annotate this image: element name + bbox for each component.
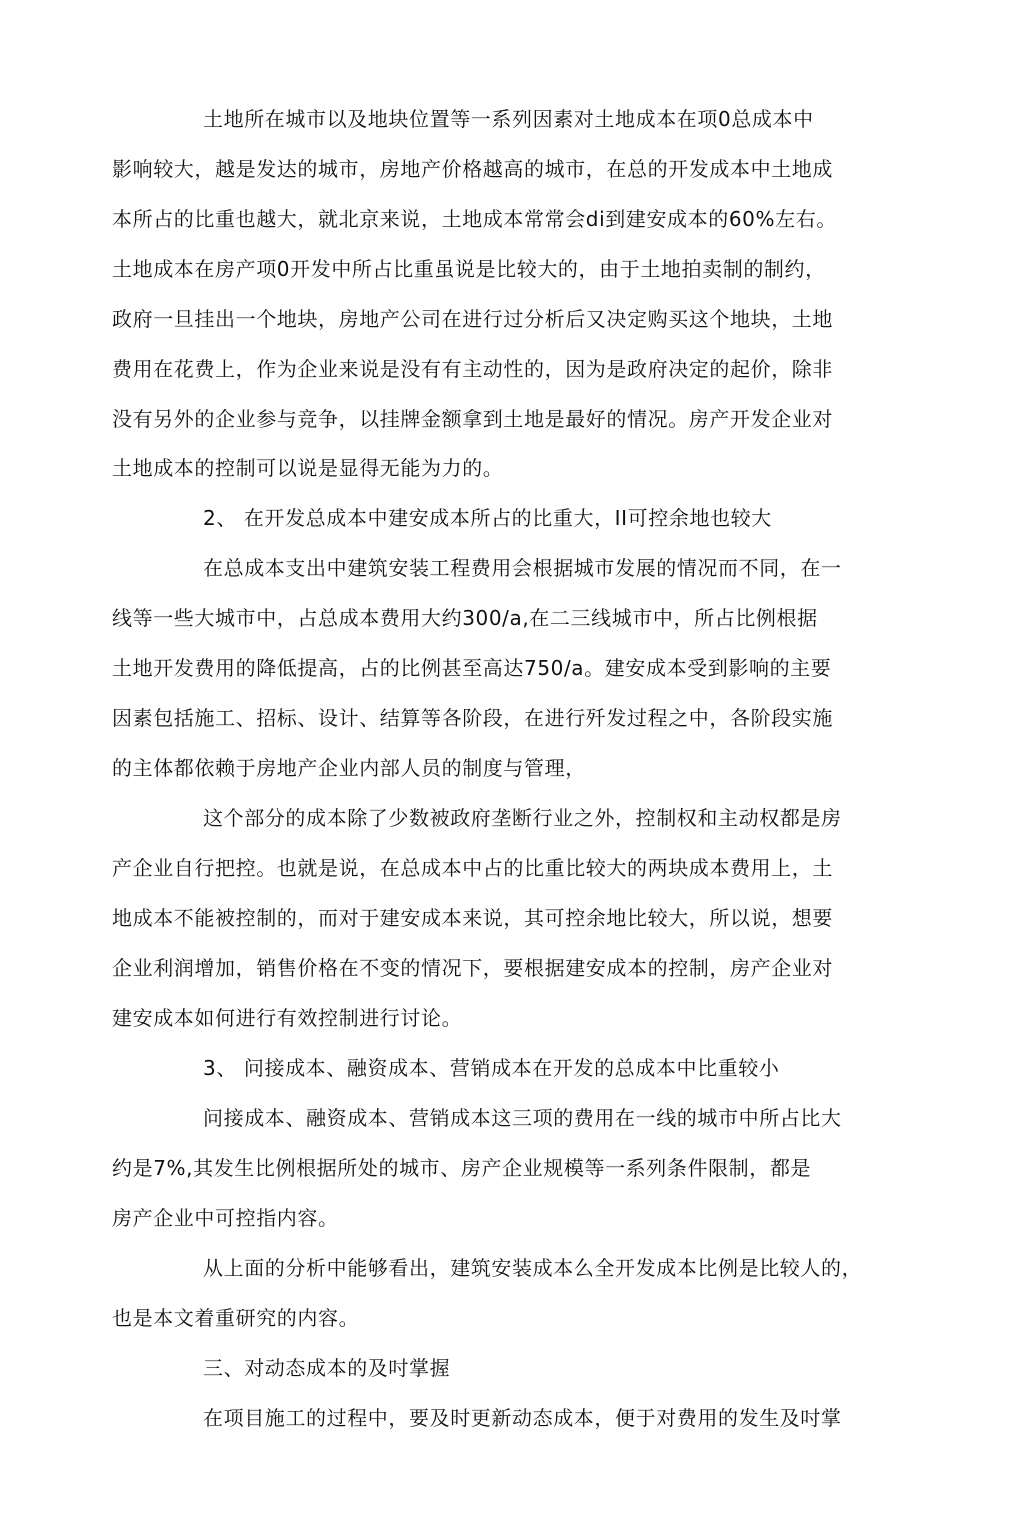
paragraph-line: 线等一些大城市中，占总成本费用大约300/a,在二三线城市中，所占比例根据 — [112, 606, 818, 630]
paragraph-line: 费用在花费上，作为企业来说是没有有主动性的，因为是政府决定的起价，除非 — [112, 357, 833, 381]
paragraph-line: 从上面的分析中能够看出，建筑安装成本么全开发成本比例是比较人的， — [203, 1256, 863, 1280]
paragraph-line: 产企业自行把控。也就是说，在总成本中占的比重比较大的两块成本费用上，土 — [112, 856, 833, 880]
paragraph-line: 土地所在城市以及地块位置等一系列因素对土地成本在项0总成本中 — [203, 107, 814, 131]
paragraph-line: 房产企业中可控指内容。 — [112, 1206, 339, 1230]
paragraph-line: 这个部分的成本除了少数被政府垄断行业之外，控制权和主动权都是房 — [203, 806, 842, 830]
paragraph-line: 影响较大，越是发达的城市，房地产价格越高的城市，在总的开发成本中土地成 — [112, 157, 833, 181]
paragraph-line: 地成本不能被控制的，而对于建安成本来说，其可控余地比较大，所以说，想要 — [112, 906, 833, 930]
paragraph-line: 因素包括施工、招标、设计、结算等各阶段，在进行歼发过程之中，各阶段实施 — [112, 706, 833, 730]
paragraph-line: 土地开发费用的降低提高，占的比例甚至高达750/a。建安成本受到影响的主要 — [112, 656, 832, 680]
paragraph-line: 约是7%,其发生比例根据所处的城市、房产企业规模等一系列条件限制，都是 — [112, 1156, 812, 1180]
paragraph-line: 的主体都依赖于房地产企业内部人员的制度与管理， — [112, 756, 586, 780]
paragraph-line: 建安成本如何进行有效控制进行讨论。 — [112, 1006, 463, 1030]
section-heading-3: 3、 问接成本、融资成本、营销成本在开发的总成本中比重较小 — [203, 1056, 780, 1080]
paragraph-line: 没有另外的企业参与竞争，以挂牌金额拿到土地是最好的情况。房产开发企业对 — [112, 407, 833, 431]
paragraph-line: 本所占的比重也越大，就北京来说，土地成本常常会di到建安成本的60%左右。 — [112, 207, 837, 231]
section-heading-three: 三、对动态成本的及吋掌握 — [203, 1356, 451, 1380]
paragraph-line: 土地成本的控制可以说是显得无能为力的。 — [112, 456, 504, 480]
paragraph-line: 政府一旦挂出一个地块，房地产公司在进行过分析后又决定购买这个地块，土地 — [112, 307, 833, 331]
paragraph-line: 在项目施工的过程中，要及时更新动态成本，便于对费用的发生及吋掌 — [203, 1406, 842, 1430]
paragraph-line: 企业利润增加，销售价格在不变的情况下，要根据建安成本的控制，房产企业对 — [112, 956, 833, 980]
paragraph-line: 在总成本支出中建筑安装工程费用会根据城市发展的情况而不同，在一 — [203, 556, 842, 580]
paragraph-line: 土地成本在房产项0开发中所占比重虽说是比较大的，由于土地拍卖制的制约， — [112, 257, 826, 281]
paragraph-line: 也是本文着重研究的内容。 — [112, 1306, 360, 1330]
paragraph-line: 问接成本、融资成本、营销成本这三项的费用在一线的城市中所占比大 — [203, 1106, 842, 1130]
section-heading-2: 2、 在开发总成本中建安成本所占的比重大，II可控余地也较大 — [203, 506, 772, 530]
